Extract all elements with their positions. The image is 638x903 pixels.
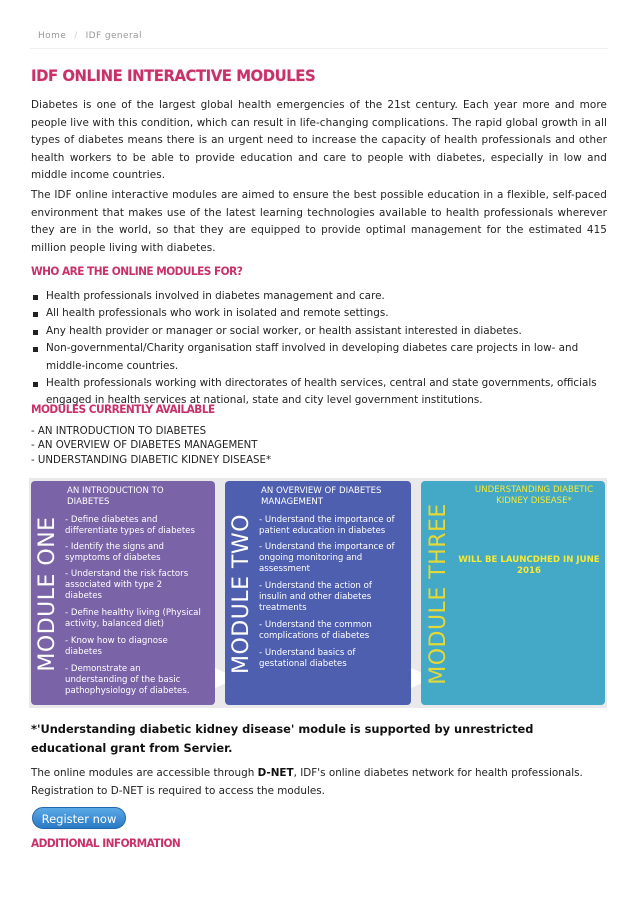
module-one-title: AN INTRODUCTION TO bbox=[67, 486, 164, 496]
module-one-line: diabetes bbox=[65, 647, 102, 657]
module-one-line: activity, balanced diet) bbox=[65, 619, 165, 629]
module-two-line: - Understand the importance of bbox=[259, 542, 395, 552]
module-two-line: complications of diabetes bbox=[259, 631, 370, 641]
module-one-line: pathophysiology of diabetes. bbox=[65, 686, 190, 696]
module-one-label: MODULE ONE bbox=[35, 516, 60, 672]
breadcrumb-home-link[interactable]: Home bbox=[38, 31, 67, 41]
module-three-title: UNDERSTANDING DIABETIC bbox=[474, 485, 594, 495]
module-one-title: DIABETES bbox=[67, 497, 110, 507]
module-one-line: - Understand the risk factors bbox=[65, 569, 189, 579]
list-item bbox=[31, 288, 607, 305]
bullet-icon bbox=[33, 382, 38, 387]
module-one-line: - Define healthy living (Physical bbox=[65, 608, 201, 618]
access-text: The online modules are accessible through bbox=[31, 767, 258, 779]
list-item-text: Health professionals involved in diabetes management and care. bbox=[46, 290, 385, 302]
module-two-line: patient education in diabetes bbox=[259, 526, 386, 536]
module-two-title: MANAGEMENT bbox=[261, 497, 324, 507]
module-two-line: insulin and other diabetes bbox=[259, 592, 372, 602]
breadcrumb-current[interactable]: IDF general bbox=[85, 31, 142, 41]
module-three-title: KIDNEY DISEASE* bbox=[496, 496, 572, 506]
module-one-line: symptoms of diabetes bbox=[65, 553, 161, 563]
audience-heading: WHO ARE THE ONLINE MODULES FOR? bbox=[31, 264, 243, 278]
modules-heading: MODULES CURRENTLY AVAILABLE bbox=[31, 402, 215, 416]
list-item bbox=[31, 323, 607, 340]
module-list-item: - AN OVERVIEW OF DIABETES MANAGEMENT bbox=[31, 440, 258, 452]
module-one-line: - Identify the signs and bbox=[65, 542, 164, 552]
module-two-line: assessment bbox=[259, 564, 310, 574]
module-list-item: - UNDERSTANDING DIABETIC KIDNEY DISEASE* bbox=[31, 454, 272, 466]
module-one-line: understanding of the basic bbox=[65, 675, 181, 685]
additional-info-heading: ADDITIONAL INFORMATION bbox=[31, 836, 181, 850]
list-item-text: Any health provider or manager or social worker, or health assistant interested in diabetes. bbox=[46, 324, 522, 337]
list-item bbox=[31, 305, 607, 322]
breadcrumb-divider bbox=[30, 48, 608, 49]
bullet-icon bbox=[33, 295, 38, 300]
intro-paragraph-2: The IDF online interactive modules are aimed to ensure the best possible education in a flexible, self-paced environment that makes use of the latest learning technologies available to health professionals wherever they are in the world, so that they are equipped to provide optimal management for the estimated 415 million people living with diabetes. bbox=[31, 189, 607, 254]
module-two-line: ongoing monitoring and bbox=[259, 553, 363, 563]
module-two-line: - Understand basics of bbox=[259, 648, 356, 658]
module-two-line: - Understand the importance of bbox=[259, 515, 395, 525]
modules-graphic bbox=[29, 478, 607, 708]
access-text: , IDF's online diabetes network for health professionals. Registration to D-NET is required to access the modules. bbox=[31, 767, 583, 797]
module-list-item: - AN INTRODUCTION TO DIABETES bbox=[31, 426, 207, 437]
module-three-launch: WILL BE LAUNCDHED IN JUNE bbox=[458, 555, 600, 565]
module-one-line: - Know how to diagnose bbox=[65, 636, 168, 646]
list-item bbox=[31, 340, 607, 375]
breadcrumb-separator: / bbox=[74, 31, 78, 41]
sponsor-note: *'Understanding diabetic kidney disease' module is supported by unrestricted educational grant from Servier. bbox=[31, 722, 534, 755]
module-one-line: diabetes bbox=[65, 591, 102, 601]
module-one-line: associated with type 2 bbox=[65, 580, 163, 590]
list-item-text: Health professionals working with directorates of health services, central and state governments, officials engaged in health services at national, state and city level government institutions. bbox=[46, 377, 597, 407]
module-two-line: - Understand the common bbox=[259, 620, 372, 630]
module-three-launch: 2016 bbox=[517, 566, 541, 576]
dnet-link[interactable]: D-NET bbox=[257, 767, 294, 779]
bullet-icon bbox=[33, 347, 38, 352]
register-button[interactable]: Register now bbox=[32, 807, 126, 829]
intro-paragraph-1: Diabetes is one of the largest global health emergencies of the 21st century. Each year more and more people live with this condition, which can result in life-changing complications. The rapid global growth in all types of diabetes means there is an urgent need to increase the capacity of health professionals and other health workers to be able to provide education and care to people with diabetes, especially in low and middle income countries. bbox=[31, 99, 607, 182]
list-item-text: Non-governmental/Charity organisation staff involved in developing diabetes care projects in low- and middle-income countries. bbox=[46, 342, 579, 372]
access-paragraph bbox=[31, 765, 607, 800]
module-three-label: MODULE THREE bbox=[426, 503, 451, 685]
module-one-line: - Define diabetes and bbox=[65, 515, 158, 525]
module-two-line: gestational diabetes bbox=[259, 659, 347, 669]
modules-list bbox=[31, 425, 271, 468]
bullet-icon bbox=[33, 312, 38, 317]
breadcrumb bbox=[38, 31, 142, 41]
module-two-title: AN OVERVIEW OF DIABETES bbox=[261, 486, 382, 496]
module-two-line: treatments bbox=[259, 603, 307, 613]
audience-list bbox=[31, 288, 607, 410]
list-item-text: All health professionals who work in isolated and remote settings. bbox=[46, 307, 389, 320]
module-one-line: - Demonstrate an bbox=[65, 664, 141, 674]
module-one-line: differentiate types of diabetes bbox=[65, 526, 195, 536]
module-two-label: MODULE TWO bbox=[229, 514, 254, 674]
page-title: IDF ONLINE INTERACTIVE MODULES bbox=[31, 66, 316, 85]
module-two-line: - Understand the action of bbox=[259, 581, 372, 591]
bullet-icon bbox=[33, 330, 38, 335]
